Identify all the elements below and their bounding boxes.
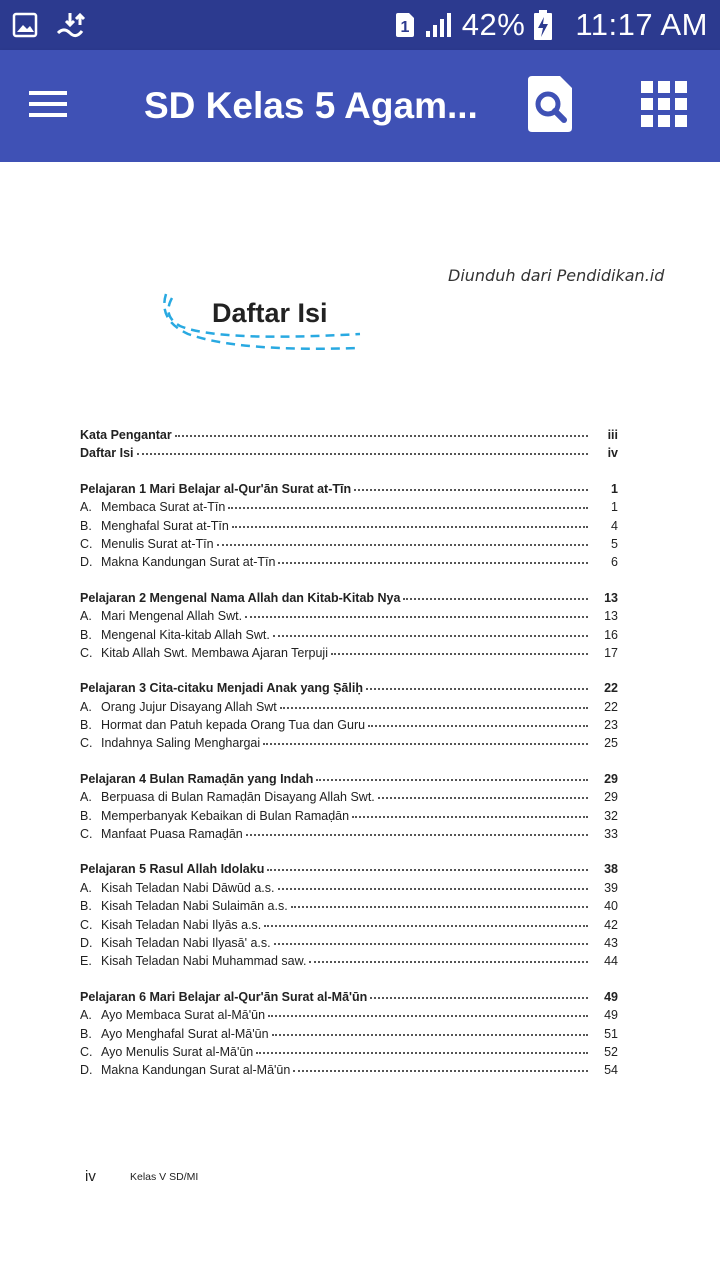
status-right [394,7,720,43]
dot-leader [264,925,588,927]
toc-entry-label [80,446,134,460]
toc-entry-letter: A. [80,699,92,714]
toc-intro-entry[interactable] [80,428,618,446]
toc-entry-text: Pelajaran 3 Cita-citaku Menjadi Anak yang Ṣāliḥ [80,681,363,696]
dot-leader [267,869,588,871]
toc-entry-page: 40 [604,899,618,914]
toc-sub-entry[interactable] [80,1045,618,1063]
dot-leader [228,507,588,509]
toc-entry-label [80,827,243,841]
toc-sub-entry[interactable] [80,827,618,845]
toc-entry-letter: D. [80,555,93,570]
toc-entry-label [80,428,172,442]
toc-entry-label [80,1027,269,1041]
toc-entry-text: Indahnya Saling Menghargai [101,736,261,751]
toc-spacer [80,465,618,482]
toc-entry-letter: B. [80,1026,92,1041]
dot-leader [268,1015,588,1017]
toc-chapter-entry[interactable] [80,681,618,699]
toc-entry-letter: A. [80,1008,92,1023]
grid-view-button[interactable] [632,74,696,138]
toc-entry-text: Makna Kandungan Surat at-Tīn [101,555,276,570]
dot-leader [352,816,588,818]
dot-leader [366,688,588,690]
toc-entry-text: Mari Mengenal Allah Swt. [101,609,243,624]
toc-entry-page: iii [607,428,618,442]
toc-entry-text: Kisah Teladan Nabi Muhammad saw. [101,954,307,969]
toc-entry-page: 6 [611,555,618,570]
toc-sub-entry[interactable] [80,718,618,736]
toc-entry-text: Ayo Menulis Surat al-Mā'ūn [101,1044,254,1059]
dot-leader [175,435,588,437]
toc-entry-page: 33 [604,827,618,842]
sim-label: 1 [400,19,410,36]
dot-leader [256,1052,588,1054]
dot-leader [354,489,588,491]
toc-chapter-entry[interactable] [80,482,618,500]
toc-entry-text: Manfaat Puasa Ramaḍān [101,827,243,842]
toc-entry-letter: C. [80,827,93,842]
toc-entry-label [80,700,277,714]
dot-leader [403,598,588,600]
toc-entry-page: 49 [604,1008,618,1023]
toc-sub-entry[interactable] [80,628,618,646]
footer-text: Kelas V SD/MI [130,1171,199,1183]
toc-chapter-entry[interactable] [80,862,618,880]
document-search-icon [528,74,576,139]
dot-leader [273,635,588,637]
toc-intro-entry[interactable] [80,446,618,464]
toc-entry-label [80,1008,265,1022]
dot-leader [217,544,588,546]
dot-leader [245,616,588,618]
battery-charging-icon [533,9,553,41]
toc-entry-letter: D. [80,935,93,950]
toc-entry-letter: B. [80,808,92,823]
toc-entry-page: 39 [604,880,618,895]
toc-entry-letter: B. [80,518,92,533]
toc-entry-page: 22 [604,681,618,696]
toc-entry-page: 32 [604,808,618,823]
toc-entry-text: Pelajaran 1 Mari Belajar al-Qur'ān Surat at-Tīn [80,481,352,496]
toc-entry-text: Ayo Membaca Surat al-Mā'ūn [101,1008,266,1023]
footer-page-number: iv [85,1168,96,1185]
toc-entry-page: 25 [604,736,618,751]
toc-entry-letter: C. [80,736,93,751]
battery-percent: 42% [461,7,526,42]
toc-entry-page: 16 [604,627,618,642]
toc-entry-text: Menghafal Surat at-Tīn [101,518,229,533]
grid-icon [641,81,687,132]
toc-entry-label [80,591,400,605]
toc-entry-letter: C. [80,536,93,551]
toc-entry-letter: B. [80,718,92,733]
toc-sub-entry[interactable] [80,1027,618,1045]
toc-entry-text: Kata Pengantar [80,428,172,442]
page-heading: Daftar Isi [212,298,328,328]
toc-sub-entry[interactable] [80,1063,618,1081]
toc-entry-text: Kisah Teladan Nabi Ilyās a.s. [101,917,262,932]
toc-entry-label [80,736,260,750]
toc-entry-label [80,990,367,1004]
dot-leader [331,653,588,655]
toc-entry-text: Pelajaran 2 Mengenal Nama Allah dan Kitab-Kitab Nya [80,590,401,605]
document-search-button[interactable] [520,68,584,144]
toc-spacer [80,574,618,591]
status-bar [0,0,720,50]
toc-entry-label [80,954,306,968]
download-icon [56,11,90,39]
toc-entry-text: Kisah Teladan Nabi Ilyasā' a.s. [101,935,271,950]
toc-entry-page: 43 [604,935,618,950]
toc-spacer [80,664,618,681]
dot-leader [309,961,588,963]
dot-leader [246,834,588,836]
toc-entry-text: Menulis Surat at-Tīn [101,536,214,551]
toc-entry-text: Membaca Surat at-Tīn [101,500,226,515]
toc-entry-label [80,555,275,569]
toc-entry-label [80,881,275,895]
toc-entry-label [80,918,261,932]
toc-spacer [80,845,618,862]
toc-entry-page: 29 [604,771,618,786]
dot-leader [293,1070,588,1072]
toc-entry-letter: A. [80,500,92,515]
toc-entry-text: Mengenal Kita-kitab Allah Swt. [101,627,270,642]
toc-sub-entry[interactable] [80,537,618,555]
toc-entry-letter: C. [80,645,93,660]
toc-entry-letter: A. [80,609,92,624]
toc-entry-letter: B. [80,899,92,914]
dot-leader [291,906,588,908]
toc-entry-label [80,646,328,660]
watermark: Diunduh dari Pendidikan.id [448,266,665,285]
dot-leader [263,743,588,745]
toc-entry-label [80,790,375,804]
toc-sub-entry[interactable] [80,899,618,917]
dot-leader [378,797,588,799]
toc-entry-page: 38 [604,862,618,877]
toc-entry-label [80,482,351,496]
toc-entry-text: Kisah Teladan Nabi Sulaimān a.s. [101,899,288,914]
toc-chapter-entry[interactable] [80,591,618,609]
dot-leader [370,997,588,999]
toc-entry-label [80,1063,290,1077]
toc-entry-letter: A. [80,880,92,895]
dot-leader [232,526,588,528]
dot-leader [272,1034,588,1036]
toc-sub-entry[interactable] [80,1008,618,1026]
toc-entry-page: 29 [604,790,618,805]
toc-sub-entry[interactable] [80,646,618,664]
toc-sub-entry[interactable] [80,700,618,718]
toc-entry-text: Makna Kandungan Surat al-Mā'ūn [101,1063,291,1078]
toc-entry-text: Orang Jujur Disayang Allah Swt [101,699,277,714]
toc-entry-label [80,681,363,695]
toc-entry-label [80,609,242,623]
toc-sub-entry[interactable] [80,736,618,754]
document-page[interactable] [0,162,720,1280]
dot-leader [316,779,588,781]
toc-chapter-entry[interactable] [80,990,618,1008]
toc-entry-page: 51 [604,1026,618,1041]
toc-entry-label [80,537,214,551]
toc-entry-letter: E. [80,954,92,969]
toc-entry-page: 44 [604,954,618,969]
toc-entry-label [80,899,288,913]
toc-entry-text: Kitab Allah Swt. Membawa Ajaran Terpuji [101,645,328,660]
toc-entry-text: Pelajaran 5 Rasul Allah Idolaku [80,862,265,877]
toc-entry-label [80,809,349,823]
app-bar [0,50,720,162]
toc-entry-text: Berpuasa di Bulan Ramaḍān Disayang Allah Swt. [101,790,375,805]
toc-entry-page: 13 [604,590,618,605]
toc-entry-text: Kisah Teladan Nabi Dāwūd a.s. [101,880,275,895]
toc-entry-page: 22 [604,699,618,714]
toc-entry-letter: C. [80,1044,93,1059]
toc-entry-text: Memperbanyak Kebaikan di Bulan Ramaḍān [101,808,350,823]
toc-entry-text: Ayo Menghafal Surat al-Mā'ūn [101,1026,269,1041]
toc-entry-letter: C. [80,917,93,932]
toc-sub-entry[interactable] [80,881,618,899]
status-left [0,11,90,39]
toc-entry-page: 4 [611,518,618,533]
menu-icon [29,90,67,123]
toc-entry-text: Pelajaran 4 Bulan Ramaḍān yang Indah [80,771,314,786]
toc-sub-entry[interactable] [80,790,618,808]
toc-sub-entry[interactable] [80,936,618,954]
toc-entry-label [80,500,225,514]
toc-sub-entry[interactable] [80,954,618,972]
toc-entry-page: 1 [611,500,618,515]
toc-entry-page: 54 [604,1063,618,1078]
dot-leader [278,562,588,564]
sim-icon [394,11,416,39]
toc-spacer [80,973,618,990]
toc-entry-page: 49 [604,989,618,1004]
toc-entry-label [80,1045,253,1059]
dot-leader [368,725,588,727]
toc-entry-letter: B. [80,627,92,642]
toc-entry-page: 23 [604,718,618,733]
toc-entry-page: 1 [611,481,618,496]
dot-leader [278,888,589,890]
toc-entry-label [80,862,264,876]
toc-spacer [80,755,618,772]
toc-entry-label [80,936,271,950]
toc-sub-entry[interactable] [80,555,618,573]
toc-sub-entry[interactable] [80,500,618,518]
toc-sub-entry[interactable] [80,609,618,627]
toc-entry-label [80,772,313,786]
toc-entry-page: 52 [604,1044,618,1059]
toc-entry-label [80,628,270,642]
toc-sub-entry[interactable] [80,809,618,827]
toc-entry-page: 5 [611,536,618,551]
clock: 11:17 AM [575,7,708,42]
toc-entry-page: 42 [604,917,618,932]
toc-entry-text: Daftar Isi [80,446,134,461]
toc-chapter-entry[interactable] [80,772,618,790]
toc-entry-letter: A. [80,790,92,805]
toc-sub-entry[interactable] [80,918,618,936]
menu-button[interactable] [0,50,96,162]
toc-entry-page: 17 [604,645,618,660]
dot-leader [274,943,588,945]
dot-leader [280,707,588,709]
signal-icon [424,11,454,39]
table-of-contents [80,428,618,1082]
toc-entry-text: Hormat dan Patuh kepada Orang Tua dan Guru [101,718,366,733]
toc-sub-entry[interactable] [80,519,618,537]
toc-entry-page: 13 [604,609,618,624]
toc-entry-page: iv [607,446,618,461]
dot-leader [137,453,589,455]
toc-entry-text: Pelajaran 6 Mari Belajar al-Qur'ān Surat al-Mā'ūn [80,989,368,1004]
image-icon [12,12,38,38]
toc-entry-label [80,519,229,533]
toc-entry-label [80,718,365,732]
app-title: SD Kelas 5 Agam... [144,85,478,126]
toc-entry-letter: D. [80,1063,93,1078]
